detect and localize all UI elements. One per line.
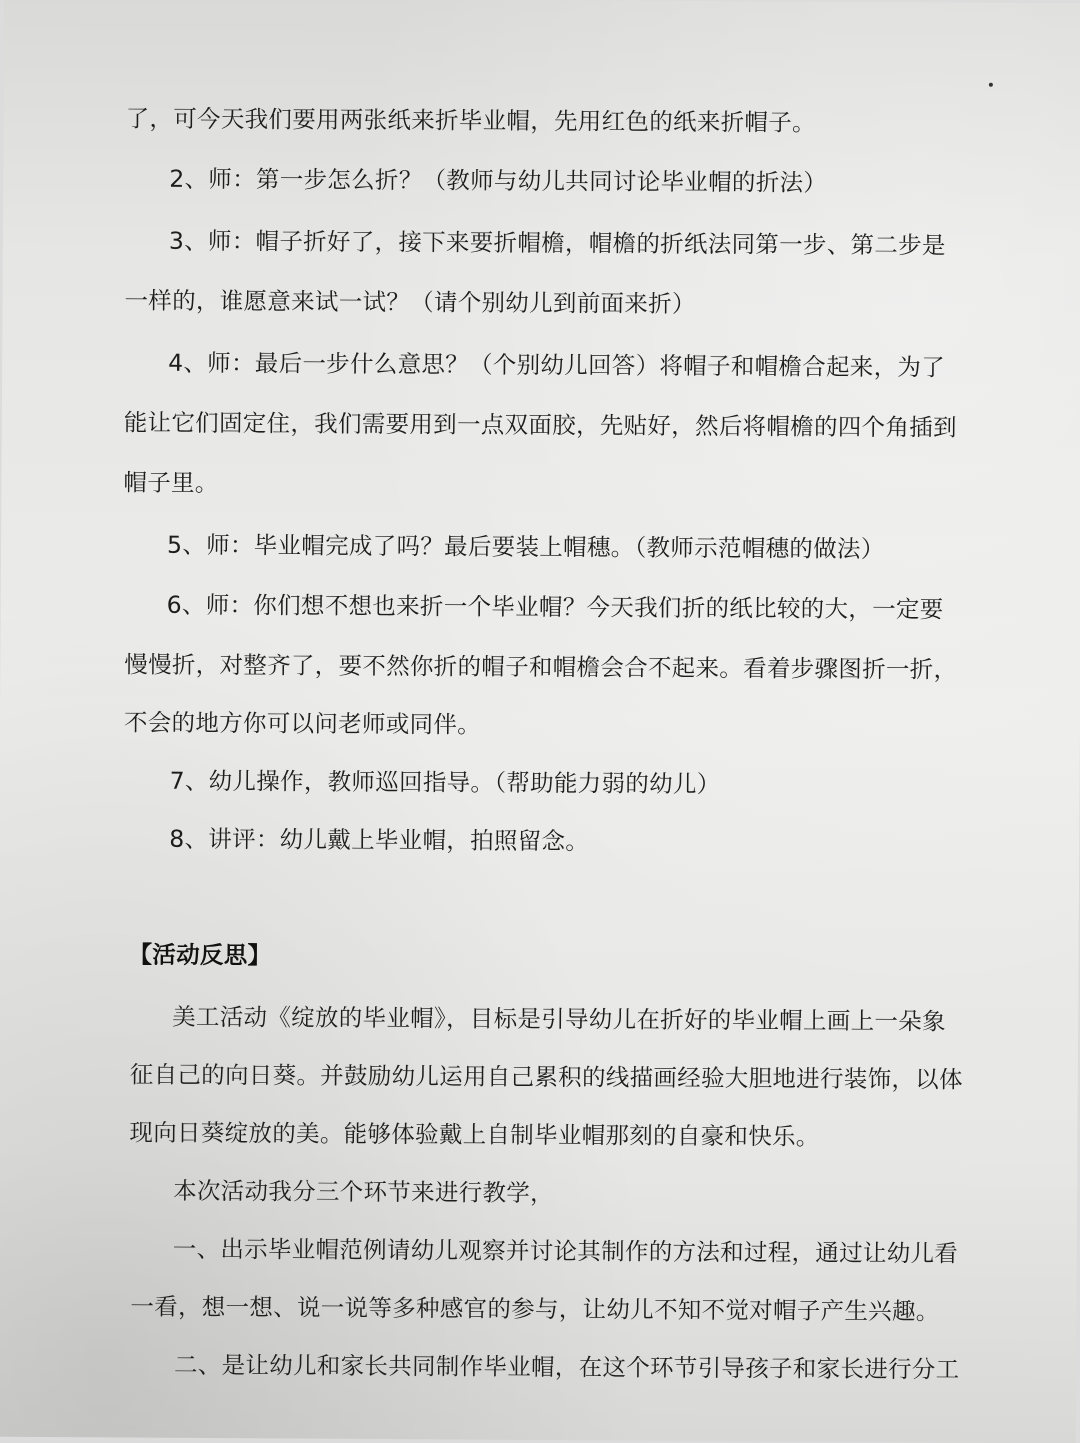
- text-line: 2、师：第一步怎么折？（教师与幼儿共同讨论毕业帽的折法）: [169, 164, 828, 197]
- text-line: 一看，想一想、说一说等多种感官的参与，让幼儿不知不觉对帽子产生兴趣。: [130, 1292, 940, 1326]
- text-line: 6、师：你们想不想也来折一个毕业帽？今天我们折的纸比较的大，一定要: [166, 590, 944, 624]
- text-line: 慢慢折，对整齐了，要不然你折的帽子和帽檐会合不起来。看着步骤图折一折，: [124, 650, 958, 684]
- text-line: 不会的地方你可以问老师或同伴。: [123, 708, 482, 739]
- text-line: 7、幼儿操作，教师巡回指导。（帮助能力弱的幼儿）: [169, 766, 721, 799]
- text-line: 征自己的向日葵。并鼓励幼儿运用自己累积的线描画经验大胆地进行装饰，以体: [129, 1060, 963, 1094]
- section-heading: 【活动反思】: [128, 940, 272, 970]
- text-line: 3、师：帽子折好了，接下来要折帽檐，帽檐的折纸法同第一步、第二步是: [168, 226, 946, 260]
- text-line: 美工活动《绽放的毕业帽》，目标是引导幼儿在折好的毕业帽上画上一朵象: [172, 1002, 946, 1036]
- text-line: 了，可今天我们要用两张纸来折毕业帽，先用红色的纸来折帽子。: [125, 104, 816, 137]
- text-line: 4、师：最后一步什么意思？（个别幼儿回答）将帽子和帽檐合起来，为了: [168, 348, 946, 382]
- text-line: 一样的，谁愿意来试一试？（请个别幼儿到前面来折）: [124, 286, 696, 318]
- text-line: 现向日葵绽放的美。能够体验戴上自制毕业帽那刻的自豪和快乐。: [129, 1118, 820, 1151]
- paper-speck: [989, 83, 993, 87]
- text-line: 8、讲评：幼儿戴上毕业帽，拍照留念。: [169, 824, 590, 856]
- text-line: 一、出示毕业帽范例请幼儿观察并讨论其制作的方法和过程，通过让幼儿看: [172, 1234, 959, 1268]
- text-line: 二、是让幼儿和家长共同制作毕业帽，在这个环节引导孩子和家长进行分工: [173, 1350, 960, 1384]
- text-line: 5、师：毕业帽完成了吗？最后要装上帽穗。（教师示范帽穗的做法）: [166, 530, 885, 564]
- text-line: 能让它们固定住，我们需要用到一点双面胶，先贴好，然后将帽檐的四个角插到: [123, 408, 957, 442]
- text-line: 帽子里。: [123, 468, 219, 498]
- text-line: 本次活动我分三个环节来进行教学，: [173, 1176, 555, 1208]
